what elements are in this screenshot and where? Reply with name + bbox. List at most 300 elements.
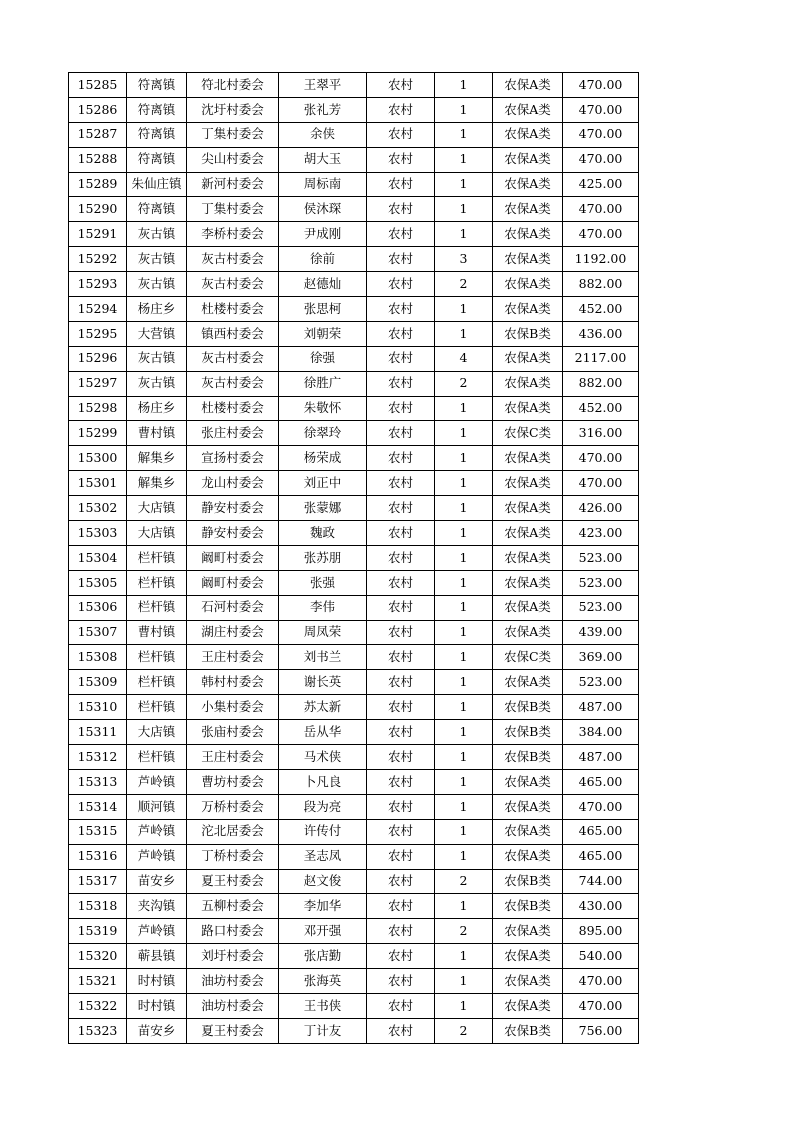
person-name-cell: 李加华 xyxy=(279,894,367,919)
record-id-cell: 15323 xyxy=(69,1018,127,1043)
residence-type-cell: 农村 xyxy=(367,97,435,122)
insurance-category-cell: 农保A类 xyxy=(493,670,563,695)
record-id-cell: 15290 xyxy=(69,197,127,222)
record-id-cell: 15310 xyxy=(69,695,127,720)
member-count-cell: 1 xyxy=(435,695,493,720)
residence-type-cell: 农村 xyxy=(367,521,435,546)
insurance-category-cell: 农保A类 xyxy=(493,471,563,496)
record-id-cell: 15308 xyxy=(69,645,127,670)
town-cell: 灰古镇 xyxy=(127,222,187,247)
village-committee-cell: 石河村委会 xyxy=(187,595,279,620)
amount-cell: 439.00 xyxy=(563,620,639,645)
town-cell: 苗安乡 xyxy=(127,869,187,894)
residence-type-cell: 农村 xyxy=(367,944,435,969)
record-id-cell: 15300 xyxy=(69,446,127,471)
member-count-cell: 1 xyxy=(435,595,493,620)
member-count-cell: 1 xyxy=(435,944,493,969)
village-committee-cell: 灰古村委会 xyxy=(187,346,279,371)
person-name-cell: 魏政 xyxy=(279,521,367,546)
record-id-cell: 15294 xyxy=(69,297,127,322)
record-id-cell: 15297 xyxy=(69,371,127,396)
person-name-cell: 赵文俊 xyxy=(279,869,367,894)
table-row xyxy=(69,446,639,471)
village-committee-cell: 刘圩村委会 xyxy=(187,944,279,969)
member-count-cell: 1 xyxy=(435,745,493,770)
residence-type-cell: 农村 xyxy=(367,222,435,247)
amount-cell: 470.00 xyxy=(563,993,639,1018)
record-id-cell: 15306 xyxy=(69,595,127,620)
member-count-cell: 1 xyxy=(435,172,493,197)
member-count-cell: 1 xyxy=(435,471,493,496)
insurance-category-cell: 农保A类 xyxy=(493,147,563,172)
record-id-cell: 15321 xyxy=(69,969,127,994)
residence-type-cell: 农村 xyxy=(367,73,435,98)
village-committee-cell: 阚町村委会 xyxy=(187,570,279,595)
member-count-cell: 1 xyxy=(435,297,493,322)
member-count-cell: 1 xyxy=(435,122,493,147)
person-name-cell: 徐翠玲 xyxy=(279,421,367,446)
residence-type-cell: 农村 xyxy=(367,819,435,844)
town-cell: 大店镇 xyxy=(127,720,187,745)
table-row xyxy=(69,172,639,197)
village-committee-cell: 宣扬村委会 xyxy=(187,446,279,471)
insurance-category-cell: 农保A类 xyxy=(493,222,563,247)
table-row xyxy=(69,371,639,396)
table-row xyxy=(69,97,639,122)
town-cell: 大营镇 xyxy=(127,321,187,346)
town-cell: 灰古镇 xyxy=(127,272,187,297)
amount-cell: 523.00 xyxy=(563,545,639,570)
residence-type-cell: 农村 xyxy=(367,595,435,620)
residence-type-cell: 农村 xyxy=(367,570,435,595)
village-committee-cell: 新河村委会 xyxy=(187,172,279,197)
record-id-cell: 15287 xyxy=(69,122,127,147)
town-cell: 芦岭镇 xyxy=(127,819,187,844)
member-count-cell: 1 xyxy=(435,645,493,670)
residence-type-cell: 农村 xyxy=(367,272,435,297)
insurance-category-cell: 农保B类 xyxy=(493,695,563,720)
amount-cell: 465.00 xyxy=(563,769,639,794)
member-count-cell: 1 xyxy=(435,396,493,421)
insurance-category-cell: 农保A类 xyxy=(493,993,563,1018)
table-row xyxy=(69,545,639,570)
amount-cell: 470.00 xyxy=(563,122,639,147)
table-row xyxy=(69,297,639,322)
village-committee-cell: 沈圩村委会 xyxy=(187,97,279,122)
town-cell: 朱仙庄镇 xyxy=(127,172,187,197)
insurance-category-cell: 农保A类 xyxy=(493,346,563,371)
table-row xyxy=(69,570,639,595)
insurance-category-cell: 农保B类 xyxy=(493,720,563,745)
person-name-cell: 朱敬怀 xyxy=(279,396,367,421)
record-id-cell: 15315 xyxy=(69,819,127,844)
table-row xyxy=(69,496,639,521)
person-name-cell: 圣志凤 xyxy=(279,844,367,869)
insurance-category-cell: 农保A类 xyxy=(493,73,563,98)
person-name-cell: 王翠平 xyxy=(279,73,367,98)
insurance-category-cell: 农保A类 xyxy=(493,570,563,595)
record-id-cell: 15312 xyxy=(69,745,127,770)
table-row xyxy=(69,346,639,371)
village-committee-cell: 龙山村委会 xyxy=(187,471,279,496)
roster-body xyxy=(69,73,639,1044)
village-committee-cell: 丁集村委会 xyxy=(187,122,279,147)
table-row xyxy=(69,247,639,272)
record-id-cell: 15296 xyxy=(69,346,127,371)
member-count-cell: 1 xyxy=(435,222,493,247)
record-id-cell: 15322 xyxy=(69,993,127,1018)
residence-type-cell: 农村 xyxy=(367,670,435,695)
insurance-category-cell: 农保A类 xyxy=(493,794,563,819)
residence-type-cell: 农村 xyxy=(367,421,435,446)
amount-cell: 895.00 xyxy=(563,919,639,944)
table-row xyxy=(69,695,639,720)
town-cell: 夹沟镇 xyxy=(127,894,187,919)
residence-type-cell: 农村 xyxy=(367,346,435,371)
town-cell: 杨庄乡 xyxy=(127,297,187,322)
residence-type-cell: 农村 xyxy=(367,321,435,346)
person-name-cell: 杨荣成 xyxy=(279,446,367,471)
amount-cell: 470.00 xyxy=(563,97,639,122)
village-committee-cell: 灰古村委会 xyxy=(187,371,279,396)
table-row xyxy=(69,122,639,147)
village-committee-cell: 镇西村委会 xyxy=(187,321,279,346)
table-row xyxy=(69,794,639,819)
amount-cell: 523.00 xyxy=(563,670,639,695)
amount-cell: 436.00 xyxy=(563,321,639,346)
person-name-cell: 丁计友 xyxy=(279,1018,367,1043)
person-name-cell: 张礼芳 xyxy=(279,97,367,122)
amount-cell: 470.00 xyxy=(563,197,639,222)
table-row xyxy=(69,745,639,770)
village-committee-cell: 张庙村委会 xyxy=(187,720,279,745)
table-row xyxy=(69,421,639,446)
town-cell: 栏杆镇 xyxy=(127,595,187,620)
amount-cell: 2117.00 xyxy=(563,346,639,371)
insurance-category-cell: 农保A类 xyxy=(493,595,563,620)
insurance-category-cell: 农保A类 xyxy=(493,944,563,969)
residence-type-cell: 农村 xyxy=(367,446,435,471)
residence-type-cell: 农村 xyxy=(367,496,435,521)
person-name-cell: 邓开强 xyxy=(279,919,367,944)
member-count-cell: 1 xyxy=(435,321,493,346)
residence-type-cell: 农村 xyxy=(367,247,435,272)
insurance-category-cell: 农保A类 xyxy=(493,272,563,297)
person-name-cell: 赵德灿 xyxy=(279,272,367,297)
village-committee-cell: 王庄村委会 xyxy=(187,645,279,670)
table-row xyxy=(69,819,639,844)
town-cell: 灰古镇 xyxy=(127,247,187,272)
insurance-category-cell: 农保A类 xyxy=(493,844,563,869)
village-committee-cell: 杜楼村委会 xyxy=(187,396,279,421)
town-cell: 杨庄乡 xyxy=(127,396,187,421)
record-id-cell: 15313 xyxy=(69,769,127,794)
record-id-cell: 15307 xyxy=(69,620,127,645)
person-name-cell: 张强 xyxy=(279,570,367,595)
amount-cell: 487.00 xyxy=(563,745,639,770)
amount-cell: 487.00 xyxy=(563,695,639,720)
town-cell: 顺河镇 xyxy=(127,794,187,819)
insurance-category-cell: 农保C类 xyxy=(493,421,563,446)
village-committee-cell: 沱北居委会 xyxy=(187,819,279,844)
person-name-cell: 张海英 xyxy=(279,969,367,994)
amount-cell: 384.00 xyxy=(563,720,639,745)
record-id-cell: 15293 xyxy=(69,272,127,297)
amount-cell: 470.00 xyxy=(563,222,639,247)
insurance-category-cell: 农保B类 xyxy=(493,745,563,770)
insurance-category-cell: 农保A类 xyxy=(493,197,563,222)
amount-cell: 540.00 xyxy=(563,944,639,969)
village-committee-cell: 张庄村委会 xyxy=(187,421,279,446)
village-committee-cell: 曹坊村委会 xyxy=(187,769,279,794)
amount-cell: 470.00 xyxy=(563,969,639,994)
insurance-category-cell: 农保A类 xyxy=(493,371,563,396)
person-name-cell: 岳从华 xyxy=(279,720,367,745)
member-count-cell: 1 xyxy=(435,620,493,645)
town-cell: 符离镇 xyxy=(127,97,187,122)
village-committee-cell: 油坊村委会 xyxy=(187,993,279,1018)
insurance-category-cell: 农保A类 xyxy=(493,97,563,122)
insurance-category-cell: 农保C类 xyxy=(493,645,563,670)
member-count-cell: 3 xyxy=(435,247,493,272)
town-cell: 大店镇 xyxy=(127,496,187,521)
record-id-cell: 15309 xyxy=(69,670,127,695)
village-committee-cell: 万桥村委会 xyxy=(187,794,279,819)
town-cell: 芦岭镇 xyxy=(127,844,187,869)
village-committee-cell: 李桥村委会 xyxy=(187,222,279,247)
person-name-cell: 段为亮 xyxy=(279,794,367,819)
residence-type-cell: 农村 xyxy=(367,745,435,770)
amount-cell: 465.00 xyxy=(563,844,639,869)
town-cell: 栏杆镇 xyxy=(127,695,187,720)
record-id-cell: 15311 xyxy=(69,720,127,745)
amount-cell: 523.00 xyxy=(563,595,639,620)
table-row xyxy=(69,645,639,670)
roster-table xyxy=(68,72,639,1044)
town-cell: 栏杆镇 xyxy=(127,670,187,695)
village-committee-cell: 丁集村委会 xyxy=(187,197,279,222)
member-count-cell: 1 xyxy=(435,446,493,471)
insurance-category-cell: 农保A类 xyxy=(493,969,563,994)
table-row xyxy=(69,321,639,346)
record-id-cell: 15295 xyxy=(69,321,127,346)
amount-cell: 744.00 xyxy=(563,869,639,894)
record-id-cell: 15292 xyxy=(69,247,127,272)
town-cell: 芦岭镇 xyxy=(127,769,187,794)
residence-type-cell: 农村 xyxy=(367,147,435,172)
amount-cell: 425.00 xyxy=(563,172,639,197)
amount-cell: 882.00 xyxy=(563,371,639,396)
member-count-cell: 1 xyxy=(435,570,493,595)
village-committee-cell: 静安村委会 xyxy=(187,496,279,521)
village-committee-cell: 尖山村委会 xyxy=(187,147,279,172)
table-row xyxy=(69,993,639,1018)
residence-type-cell: 农村 xyxy=(367,794,435,819)
member-count-cell: 2 xyxy=(435,869,493,894)
amount-cell: 470.00 xyxy=(563,73,639,98)
person-name-cell: 许传付 xyxy=(279,819,367,844)
residence-type-cell: 农村 xyxy=(367,471,435,496)
insurance-category-cell: 农保B类 xyxy=(493,869,563,894)
member-count-cell: 1 xyxy=(435,73,493,98)
insurance-category-cell: 农保A类 xyxy=(493,819,563,844)
amount-cell: 465.00 xyxy=(563,819,639,844)
member-count-cell: 2 xyxy=(435,272,493,297)
village-committee-cell: 杜楼村委会 xyxy=(187,297,279,322)
member-count-cell: 1 xyxy=(435,545,493,570)
amount-cell: 756.00 xyxy=(563,1018,639,1043)
amount-cell: 369.00 xyxy=(563,645,639,670)
record-id-cell: 15286 xyxy=(69,97,127,122)
town-cell: 时村镇 xyxy=(127,969,187,994)
person-name-cell: 余侠 xyxy=(279,122,367,147)
table-row xyxy=(69,720,639,745)
town-cell: 符离镇 xyxy=(127,122,187,147)
member-count-cell: 1 xyxy=(435,794,493,819)
member-count-cell: 1 xyxy=(435,844,493,869)
record-id-cell: 15291 xyxy=(69,222,127,247)
person-name-cell: 周凤荣 xyxy=(279,620,367,645)
village-committee-cell: 路口村委会 xyxy=(187,919,279,944)
person-name-cell: 苏太新 xyxy=(279,695,367,720)
table-row xyxy=(69,919,639,944)
village-committee-cell: 油坊村委会 xyxy=(187,969,279,994)
table-row xyxy=(69,769,639,794)
table-row xyxy=(69,1018,639,1043)
residence-type-cell: 农村 xyxy=(367,894,435,919)
village-committee-cell: 丁桥村委会 xyxy=(187,844,279,869)
record-id-cell: 15317 xyxy=(69,869,127,894)
insurance-category-cell: 农保A类 xyxy=(493,919,563,944)
town-cell: 符离镇 xyxy=(127,73,187,98)
table-row xyxy=(69,521,639,546)
insurance-category-cell: 农保A类 xyxy=(493,620,563,645)
village-committee-cell: 韩村村委会 xyxy=(187,670,279,695)
insurance-category-cell: 农保A类 xyxy=(493,297,563,322)
village-committee-cell: 王庄村委会 xyxy=(187,745,279,770)
person-name-cell: 张蒙娜 xyxy=(279,496,367,521)
member-count-cell: 1 xyxy=(435,521,493,546)
amount-cell: 423.00 xyxy=(563,521,639,546)
record-id-cell: 15285 xyxy=(69,73,127,98)
record-id-cell: 15320 xyxy=(69,944,127,969)
table-row xyxy=(69,197,639,222)
town-cell: 栏杆镇 xyxy=(127,545,187,570)
town-cell: 栏杆镇 xyxy=(127,745,187,770)
person-name-cell: 侯沐琛 xyxy=(279,197,367,222)
village-committee-cell: 灰古村委会 xyxy=(187,272,279,297)
member-count-cell: 1 xyxy=(435,720,493,745)
record-id-cell: 15303 xyxy=(69,521,127,546)
member-count-cell: 1 xyxy=(435,969,493,994)
town-cell: 灰古镇 xyxy=(127,346,187,371)
member-count-cell: 1 xyxy=(435,147,493,172)
table-row xyxy=(69,471,639,496)
person-name-cell: 张店勤 xyxy=(279,944,367,969)
village-committee-cell: 小集村委会 xyxy=(187,695,279,720)
town-cell: 曹村镇 xyxy=(127,620,187,645)
person-name-cell: 马术侠 xyxy=(279,745,367,770)
record-id-cell: 15298 xyxy=(69,396,127,421)
member-count-cell: 2 xyxy=(435,1018,493,1043)
member-count-cell: 2 xyxy=(435,371,493,396)
town-cell: 曹村镇 xyxy=(127,421,187,446)
insurance-category-cell: 农保A类 xyxy=(493,446,563,471)
village-committee-cell: 静安村委会 xyxy=(187,521,279,546)
amount-cell: 430.00 xyxy=(563,894,639,919)
person-name-cell: 王书侠 xyxy=(279,993,367,1018)
amount-cell: 470.00 xyxy=(563,794,639,819)
residence-type-cell: 农村 xyxy=(367,396,435,421)
person-name-cell: 胡大玉 xyxy=(279,147,367,172)
town-cell: 符离镇 xyxy=(127,147,187,172)
person-name-cell: 徐前 xyxy=(279,247,367,272)
amount-cell: 470.00 xyxy=(563,147,639,172)
amount-cell: 316.00 xyxy=(563,421,639,446)
person-name-cell: 谢长英 xyxy=(279,670,367,695)
residence-type-cell: 农村 xyxy=(367,869,435,894)
town-cell: 解集乡 xyxy=(127,471,187,496)
record-id-cell: 15301 xyxy=(69,471,127,496)
town-cell: 灰古镇 xyxy=(127,371,187,396)
table-row xyxy=(69,944,639,969)
residence-type-cell: 农村 xyxy=(367,620,435,645)
record-id-cell: 15314 xyxy=(69,794,127,819)
record-id-cell: 15316 xyxy=(69,844,127,869)
village-committee-cell: 符北村委会 xyxy=(187,73,279,98)
person-name-cell: 张苏朋 xyxy=(279,545,367,570)
insurance-category-cell: 农保B类 xyxy=(493,894,563,919)
residence-type-cell: 农村 xyxy=(367,122,435,147)
insurance-category-cell: 农保A类 xyxy=(493,172,563,197)
table-row xyxy=(69,969,639,994)
record-id-cell: 15318 xyxy=(69,894,127,919)
insurance-category-cell: 农保B类 xyxy=(493,1018,563,1043)
record-id-cell: 15305 xyxy=(69,570,127,595)
insurance-category-cell: 农保A类 xyxy=(493,545,563,570)
record-id-cell: 15319 xyxy=(69,919,127,944)
insurance-category-cell: 农保A类 xyxy=(493,769,563,794)
member-count-cell: 1 xyxy=(435,894,493,919)
insurance-category-cell: 农保B类 xyxy=(493,321,563,346)
residence-type-cell: 农村 xyxy=(367,993,435,1018)
record-id-cell: 15302 xyxy=(69,496,127,521)
person-name-cell: 刘正中 xyxy=(279,471,367,496)
town-cell: 栏杆镇 xyxy=(127,570,187,595)
village-committee-cell: 湖庄村委会 xyxy=(187,620,279,645)
residence-type-cell: 农村 xyxy=(367,695,435,720)
amount-cell: 1192.00 xyxy=(563,247,639,272)
residence-type-cell: 农村 xyxy=(367,769,435,794)
town-cell: 蕲县镇 xyxy=(127,944,187,969)
person-name-cell: 周标南 xyxy=(279,172,367,197)
table-row xyxy=(69,620,639,645)
insurance-category-cell: 农保A类 xyxy=(493,247,563,272)
residence-type-cell: 农村 xyxy=(367,720,435,745)
residence-type-cell: 农村 xyxy=(367,844,435,869)
amount-cell: 470.00 xyxy=(563,471,639,496)
residence-type-cell: 农村 xyxy=(367,1018,435,1043)
table-row xyxy=(69,222,639,247)
table-row xyxy=(69,147,639,172)
insurance-category-cell: 农保A类 xyxy=(493,496,563,521)
insurance-category-cell: 农保A类 xyxy=(493,521,563,546)
person-name-cell: 卜凡良 xyxy=(279,769,367,794)
member-count-cell: 1 xyxy=(435,670,493,695)
member-count-cell: 1 xyxy=(435,496,493,521)
town-cell: 栏杆镇 xyxy=(127,645,187,670)
member-count-cell: 2 xyxy=(435,919,493,944)
